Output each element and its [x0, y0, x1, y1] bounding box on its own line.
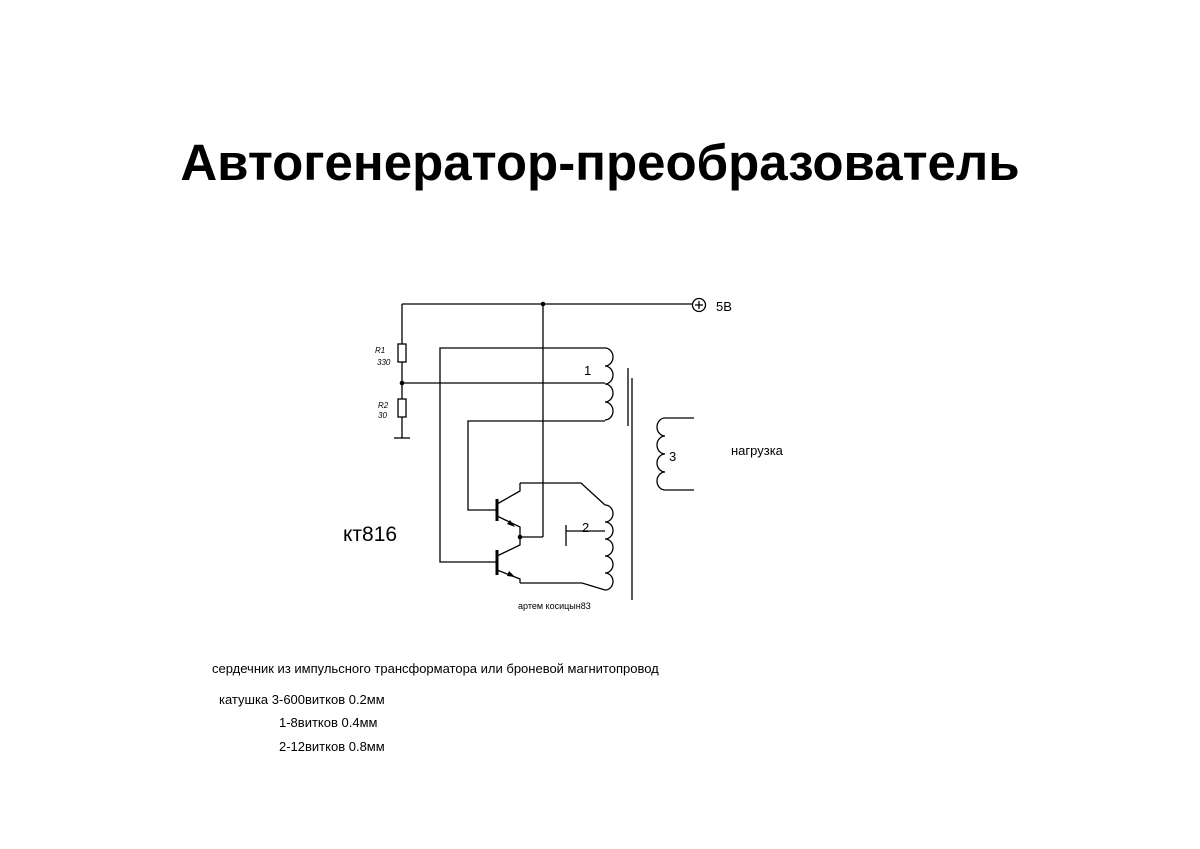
r1-value: 330 — [377, 358, 391, 367]
transistor-2-emitter — [497, 570, 520, 583]
winding-2-coil — [605, 505, 613, 590]
winding-3-label: 3 — [669, 449, 677, 464]
winding-2-label: 2 — [582, 520, 590, 535]
junction-dot — [541, 302, 546, 307]
winding-2-top-lead — [520, 483, 605, 505]
winding-3-coil — [657, 418, 665, 490]
resistor-r1 — [398, 344, 406, 362]
coil-3-note: катушка 3-600витков 0.2мм — [219, 692, 385, 707]
winding-1-top-lead — [440, 348, 605, 562]
junction-dot — [518, 535, 523, 540]
winding-2-bottom-lead — [520, 583, 605, 590]
load-label: нагрузка — [731, 443, 783, 458]
core-note: сердечник из импульсного трансформатора или броневой магнитопровод — [212, 661, 659, 676]
r2-name: R2 — [378, 401, 389, 410]
supply-label: 5В — [716, 299, 732, 314]
transistor-label: кт816 — [343, 523, 398, 546]
r2-value: 30 — [378, 411, 387, 420]
author-label: артем косицын83 — [518, 601, 591, 611]
resistor-r2 — [398, 399, 406, 417]
transistor-2-collector — [497, 537, 520, 556]
winding-1-coil — [605, 348, 613, 420]
page-title: Автогенератор-преобразователь — [180, 134, 1020, 191]
coil-2-note: 2-12витков 0.8мм — [279, 739, 385, 754]
transistor-1-emitter — [497, 516, 520, 537]
coil-1-note: 1-8витков 0.4мм — [279, 715, 378, 730]
winding-1-label: 1 — [584, 363, 592, 378]
junction-dot — [400, 381, 405, 386]
winding-1-bottom-lead — [468, 421, 605, 510]
r1-name: R1 — [375, 346, 386, 355]
transistor-2-emitter-arrow — [507, 571, 515, 577]
transistor-1-collector — [497, 483, 520, 504]
